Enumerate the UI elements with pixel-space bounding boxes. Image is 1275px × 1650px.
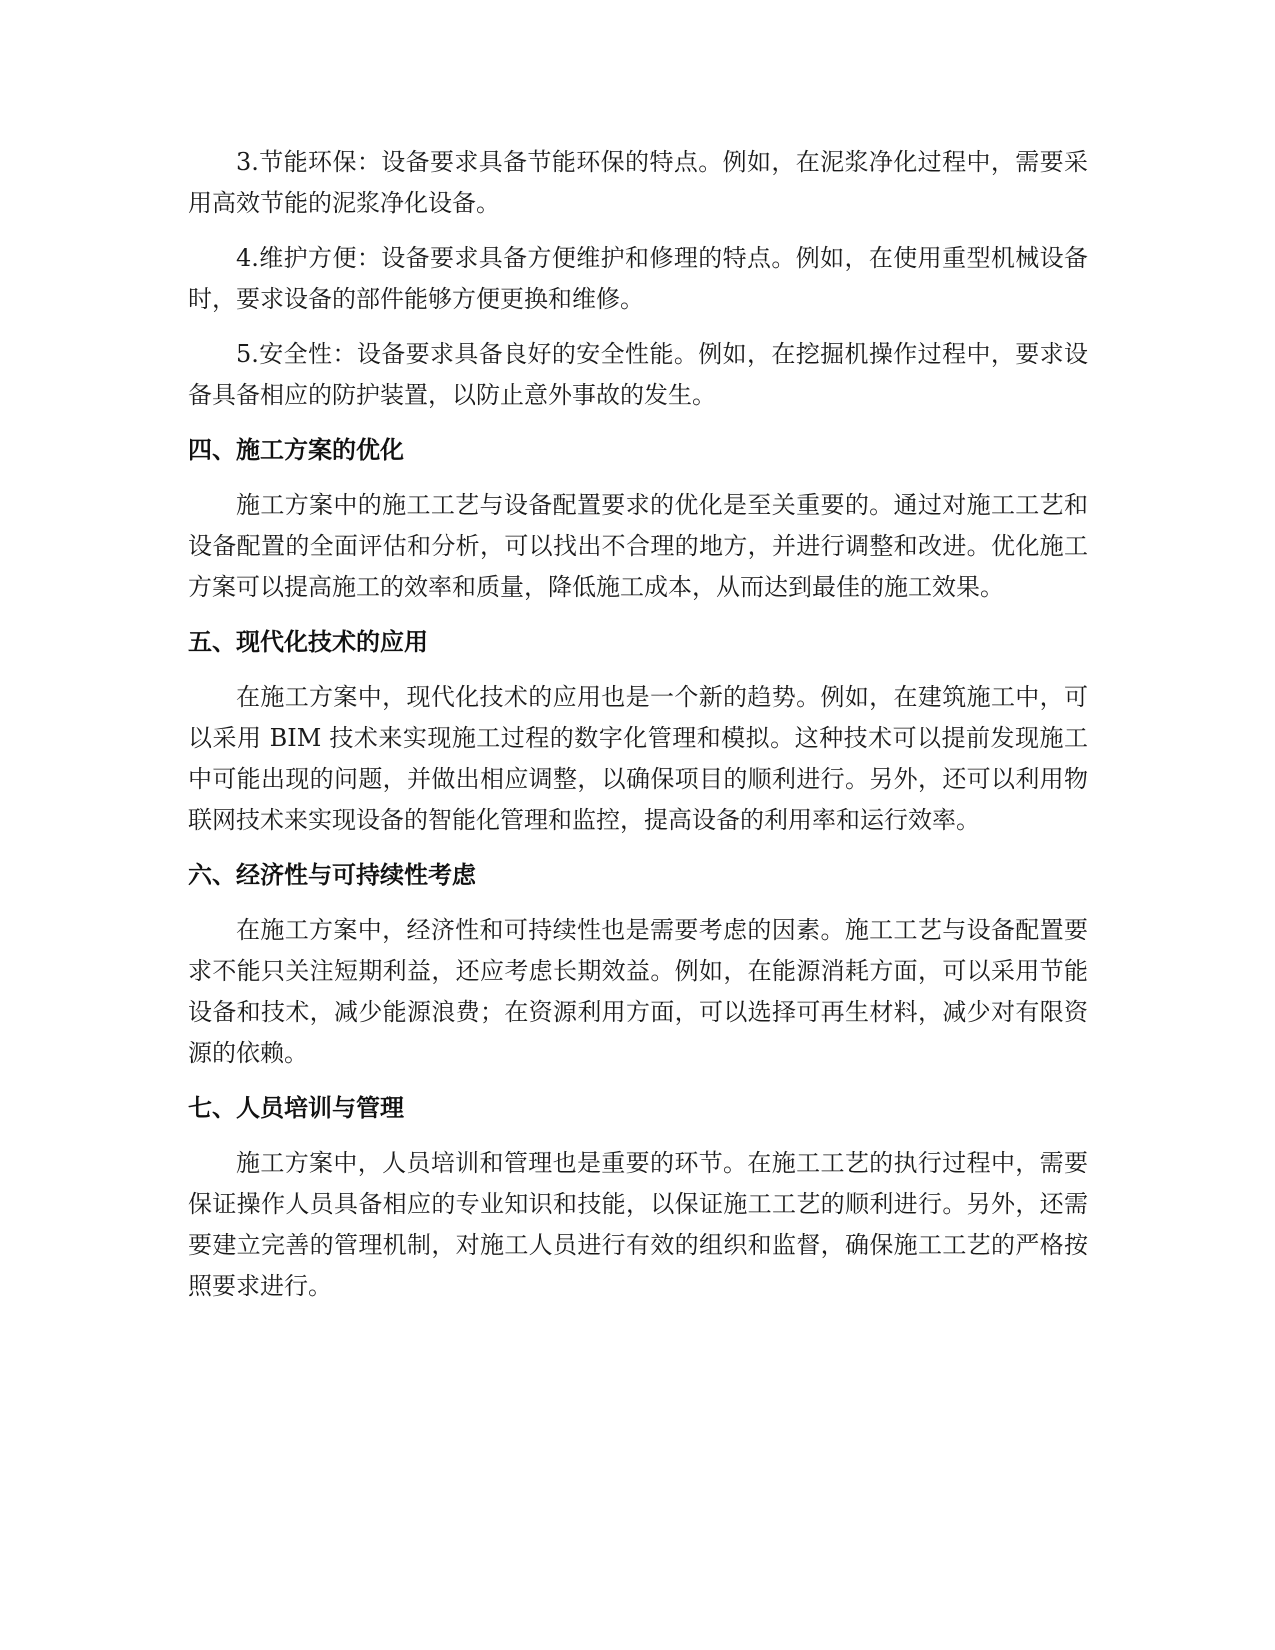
paragraph-safety: 5.安全性：设备要求具备良好的安全性能。例如，在挖掘机操作过程中，要求设备具备相应的防护装置，以防止意外事故的发生。 <box>188 340 1088 409</box>
heading-staff-training: 七、人员培训与管理 <box>188 1094 404 1122</box>
heading-economy-sustainability: 六、经济性与可持续性考虑 <box>188 861 476 889</box>
document-body <box>188 142 1088 1321</box>
heading-plan-optimization: 四、施工方案的优化 <box>188 436 404 464</box>
paragraph-plan-optimization: 施工方案中的施工工艺与设备配置要求的优化是至关重要的。通过对施工工艺和设备配置的全面评估和分析，可以找出不合理的地方，并进行调整和改进。优化施工方案可以提高施工的效率和质量，降低施工成本，从而达到最佳的施工效果。 <box>188 491 1088 601</box>
heading-modern-technology: 五、现代化技术的应用 <box>188 628 428 656</box>
paragraph-easy-maintenance: 4.维护方便：设备要求具备方便维护和修理的特点。例如，在使用重型机械设备时，要求设备的部件能够方便更换和维修。 <box>188 244 1088 313</box>
paragraph-staff-training: 施工方案中，人员培训和管理也是重要的环节。在施工工艺的执行过程中，需要保证操作人员具备相应的专业知识和技能，以保证施工工艺的顺利进行。另外，还需要建立完善的管理机制，对施工人员进行有效的组织和监督，确保施工工艺的严格按照要求进行。 <box>188 1149 1088 1300</box>
paragraph-economy-sustainability: 在施工方案中，经济性和可持续性也是需要考虑的因素。施工工艺与设备配置要求不能只关注短期利益，还应考虑长期效益。例如，在能源消耗方面，可以采用节能设备和技术，减少能源浪费；在资源利用方面，可以选择可再生材料，减少对有限资源的依赖。 <box>188 916 1088 1067</box>
paragraph-energy-saving: 3.节能环保：设备要求具备节能环保的特点。例如，在泥浆净化过程中，需要采用高效节能的泥浆净化设备。 <box>188 148 1088 217</box>
paragraph-modern-technology: 在施工方案中，现代化技术的应用也是一个新的趋势。例如，在建筑施工中，可以采用 BIM 技术来实现施工过程的数字化管理和模拟。这种技术可以提前发现施工中可能出现的问题，并做出相应调整，以确保项目的顺利进行。另外，还可以利用物联网技术来实现设备的智能化管理和监控，提高设备的利用率和运行效率。 <box>188 683 1088 834</box>
